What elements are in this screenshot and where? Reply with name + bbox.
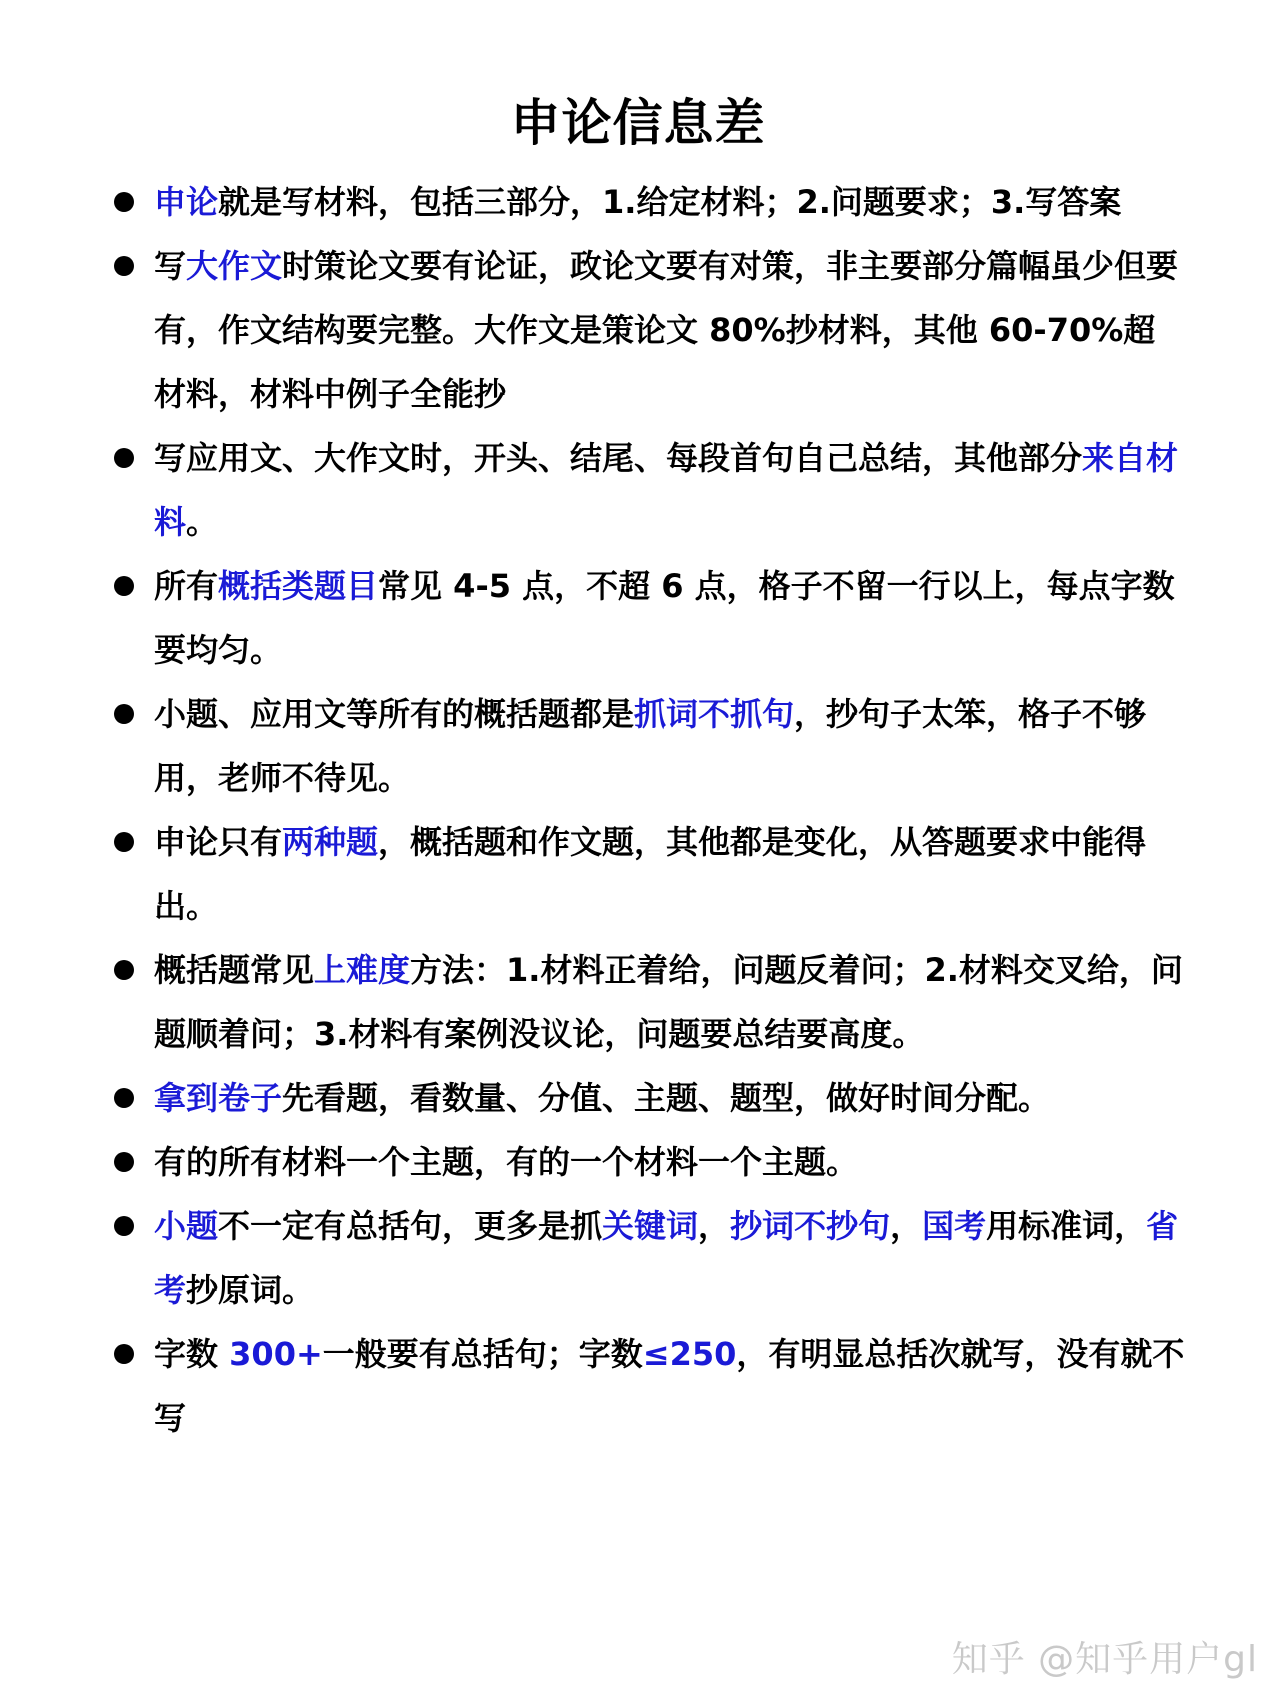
body-text: ，抄句子太笨，格子不够用，老师不待见。 (154, 695, 1147, 797)
highlight-text: 省考 (154, 1207, 1179, 1309)
list-item (114, 1066, 1186, 1130)
highlight-text: 概括类题目 (218, 567, 379, 605)
bullet-dot-icon (114, 960, 134, 980)
body-text: ，概括题和作文题，其他都是变化，从答题要求中能得出。 (154, 823, 1147, 925)
bullet-dot-icon (114, 256, 134, 276)
highlight-text: 抄词不抄句 (730, 1207, 891, 1245)
bullet-dot-icon (114, 1088, 134, 1108)
highlight-text: ≤250 (642, 1335, 737, 1373)
body-text: ， (698, 1207, 731, 1245)
highlight-text: 大作文 (186, 247, 283, 285)
highlight-text: 国考 (922, 1207, 987, 1245)
list-item (114, 1194, 1186, 1322)
list-item (114, 1322, 1186, 1450)
body-text: 方法：1.材料正着给，问题反着问；2.材料交叉给，问题顺着问；3.材料有案例没议论，问题要总结要高度。 (154, 951, 1183, 1053)
body-text: 写 (154, 247, 187, 285)
bullet-dot-icon (114, 576, 134, 596)
bullet-dot-icon (114, 832, 134, 852)
body-text: ， (890, 1207, 923, 1245)
list-item (114, 170, 1186, 234)
body-text: 。 (186, 503, 219, 541)
body-text: 小题、应用文等所有的概括题都是 (154, 695, 635, 733)
list-item (114, 682, 1186, 810)
body-text: 就是写材料，包括三部分，1.给定材料；2.问题要求；3.写答案 (218, 183, 1122, 221)
list-item (114, 234, 1186, 426)
bullet-list (114, 170, 1186, 1450)
body-text: 申论只有 (154, 823, 283, 861)
body-text: ，有明显总括次就写，没有就不写 (154, 1335, 1185, 1437)
body-text: 抄原词。 (186, 1271, 315, 1309)
body-text: 时策论文要有论证，政论文要有对策，非主要部分篇幅虽少但要有，作文结构要完整。大作文是策论文 80%抄材料，其他 60-70%超材料，材料中例子全能抄 (154, 247, 1179, 413)
body-text: 所有 (154, 567, 219, 605)
highlight-text: 申论 (154, 183, 219, 221)
bullet-dot-icon (114, 1344, 134, 1364)
list-item (114, 426, 1186, 554)
watermark: 知乎 @知乎用户gl (951, 1639, 1258, 1680)
highlight-text: 拿到卷子 (154, 1079, 283, 1117)
list-item (114, 554, 1186, 682)
highlight-text: 抓词不抓句 (634, 695, 795, 733)
highlight-text: 两种题 (282, 823, 379, 861)
bullet-dot-icon (114, 704, 134, 724)
highlight-text: 来自材料 (154, 439, 1179, 541)
highlight-text: 小题 (154, 1207, 219, 1245)
body-text: 先看题，看数量、分值、主题、题型，做好时间分配。 (282, 1079, 1051, 1117)
body-text: 常见 4-5 点，不超 6 点，格子不留一行以上，每点字数要均匀。 (154, 567, 1175, 669)
page-title: 申论信息差 (510, 94, 766, 152)
body-text: 概括题常见 (154, 951, 315, 989)
highlight-text: 300+ (229, 1335, 323, 1373)
body-text: 有的所有材料一个主题，有的一个材料一个主题。 (154, 1143, 859, 1181)
list-item (114, 1130, 1186, 1194)
body-text: 不一定有总括句，更多是抓 (218, 1207, 603, 1245)
list-item (114, 810, 1186, 938)
bullet-dot-icon (114, 192, 134, 212)
highlight-text: 关键词 (602, 1207, 699, 1245)
bullet-dot-icon (114, 1152, 134, 1172)
body-text: 字数 (154, 1335, 230, 1373)
list-item (114, 938, 1186, 1066)
body-text: 写应用文、大作文时，开头、结尾、每段首句自己总结，其他部分 (154, 439, 1083, 477)
body-text: 一般要有总括句；字数 (322, 1335, 643, 1373)
highlight-text: 上难度 (314, 951, 411, 989)
body-text: 用标准词， (986, 1207, 1147, 1245)
bullet-dot-icon (114, 448, 134, 468)
bullet-dot-icon (114, 1216, 134, 1236)
